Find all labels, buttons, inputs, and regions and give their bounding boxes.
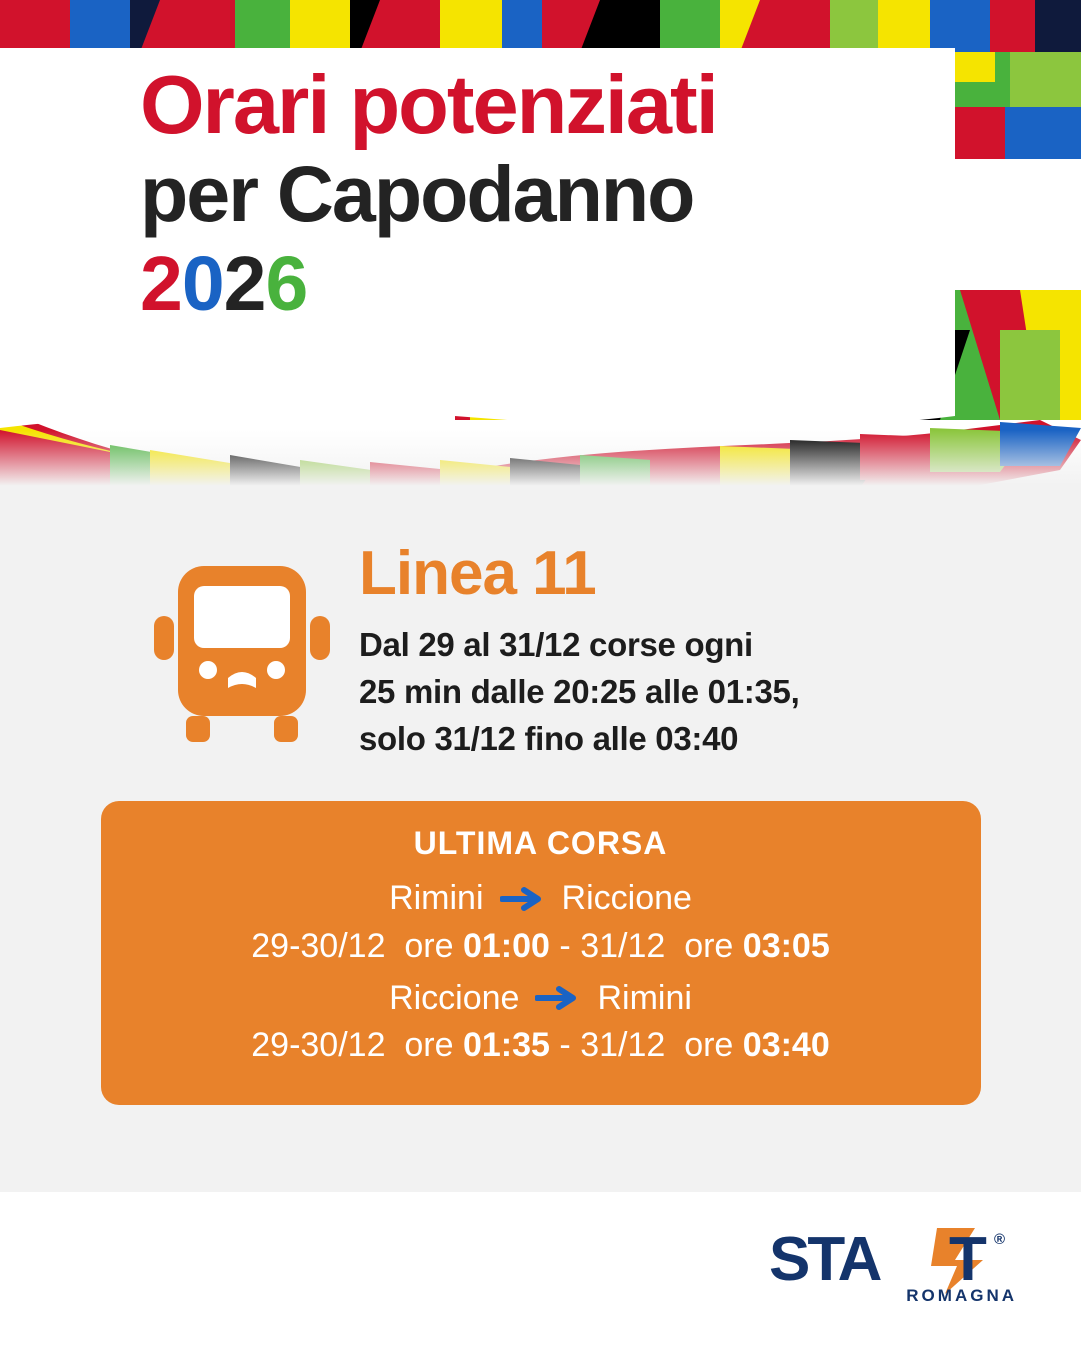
route-time-2: 03:40 (742, 1026, 830, 1065)
year-digit-2: 0 (181, 241, 224, 328)
route-time-1: 01:35 (462, 1026, 550, 1065)
route-ore-label-2: ore (684, 926, 734, 965)
start-romagna-logo (769, 1224, 1019, 1304)
arrow-right-icon (500, 886, 546, 912)
route-ore-label-1: ore (404, 926, 454, 965)
route-row (121, 876, 961, 922)
line-info-block (0, 505, 1081, 763)
footer (0, 1192, 1081, 1351)
bus-icon (150, 540, 335, 753)
route-times (121, 1023, 961, 1069)
line-description-line2: 25 min dalle 20:25 alle 01:35, (359, 673, 800, 711)
route-time-2: 03:05 (742, 926, 830, 965)
route-row (121, 976, 961, 1022)
route-ore-label-2: ore (684, 1026, 734, 1065)
route-origin: Riccione (389, 978, 520, 1017)
route-date-2: 31/12 (580, 926, 666, 965)
last-run-panel (101, 801, 981, 1106)
route-separator: - (559, 1026, 571, 1065)
svg-text:T: T (949, 1225, 984, 1294)
last-run-title: ULTIMA CORSA (413, 824, 668, 861)
line-description (359, 622, 799, 763)
route-destination: Riccione (561, 878, 692, 917)
route-separator: - (559, 926, 571, 965)
header-title-group (0, 48, 955, 327)
year-digit-4: 6 (265, 241, 308, 328)
line-description-line1: Dal 29 al 31/12 corse ogni (359, 626, 753, 664)
line-description-line3: solo 31/12 fino alle 03:40 (359, 719, 739, 757)
route-date-2: 31/12 (580, 1026, 666, 1065)
svg-text:STA: STA (769, 1225, 880, 1294)
line-name: Linea 11 (359, 539, 596, 608)
route-times (121, 924, 961, 970)
white-curve-mask (0, 398, 1081, 500)
route-date-1: 29-30/12 (251, 1026, 386, 1065)
route-destination: Rimini (597, 978, 692, 1017)
main-content (0, 505, 1081, 1105)
arrow-right-icon (535, 985, 581, 1011)
route-time-1: 01:00 (462, 926, 550, 965)
header-banner (0, 0, 1081, 500)
year-digit-3: 2 (223, 241, 266, 328)
logo-registered-mark: ® (994, 1231, 1004, 1248)
logo-subtitle: ROMAGNA (906, 1286, 1017, 1305)
route-date-1: 29-30/12 (251, 926, 386, 965)
year-digit-1: 2 (140, 241, 182, 328)
page-title-line1: Orari potenziati (140, 58, 717, 151)
page-title-year (140, 242, 955, 327)
page-title-line2: per Capodanno (140, 148, 694, 238)
route-ore-label-1: ore (404, 1026, 454, 1065)
line-text-group (335, 540, 799, 763)
route-origin: Rimini (389, 878, 484, 917)
